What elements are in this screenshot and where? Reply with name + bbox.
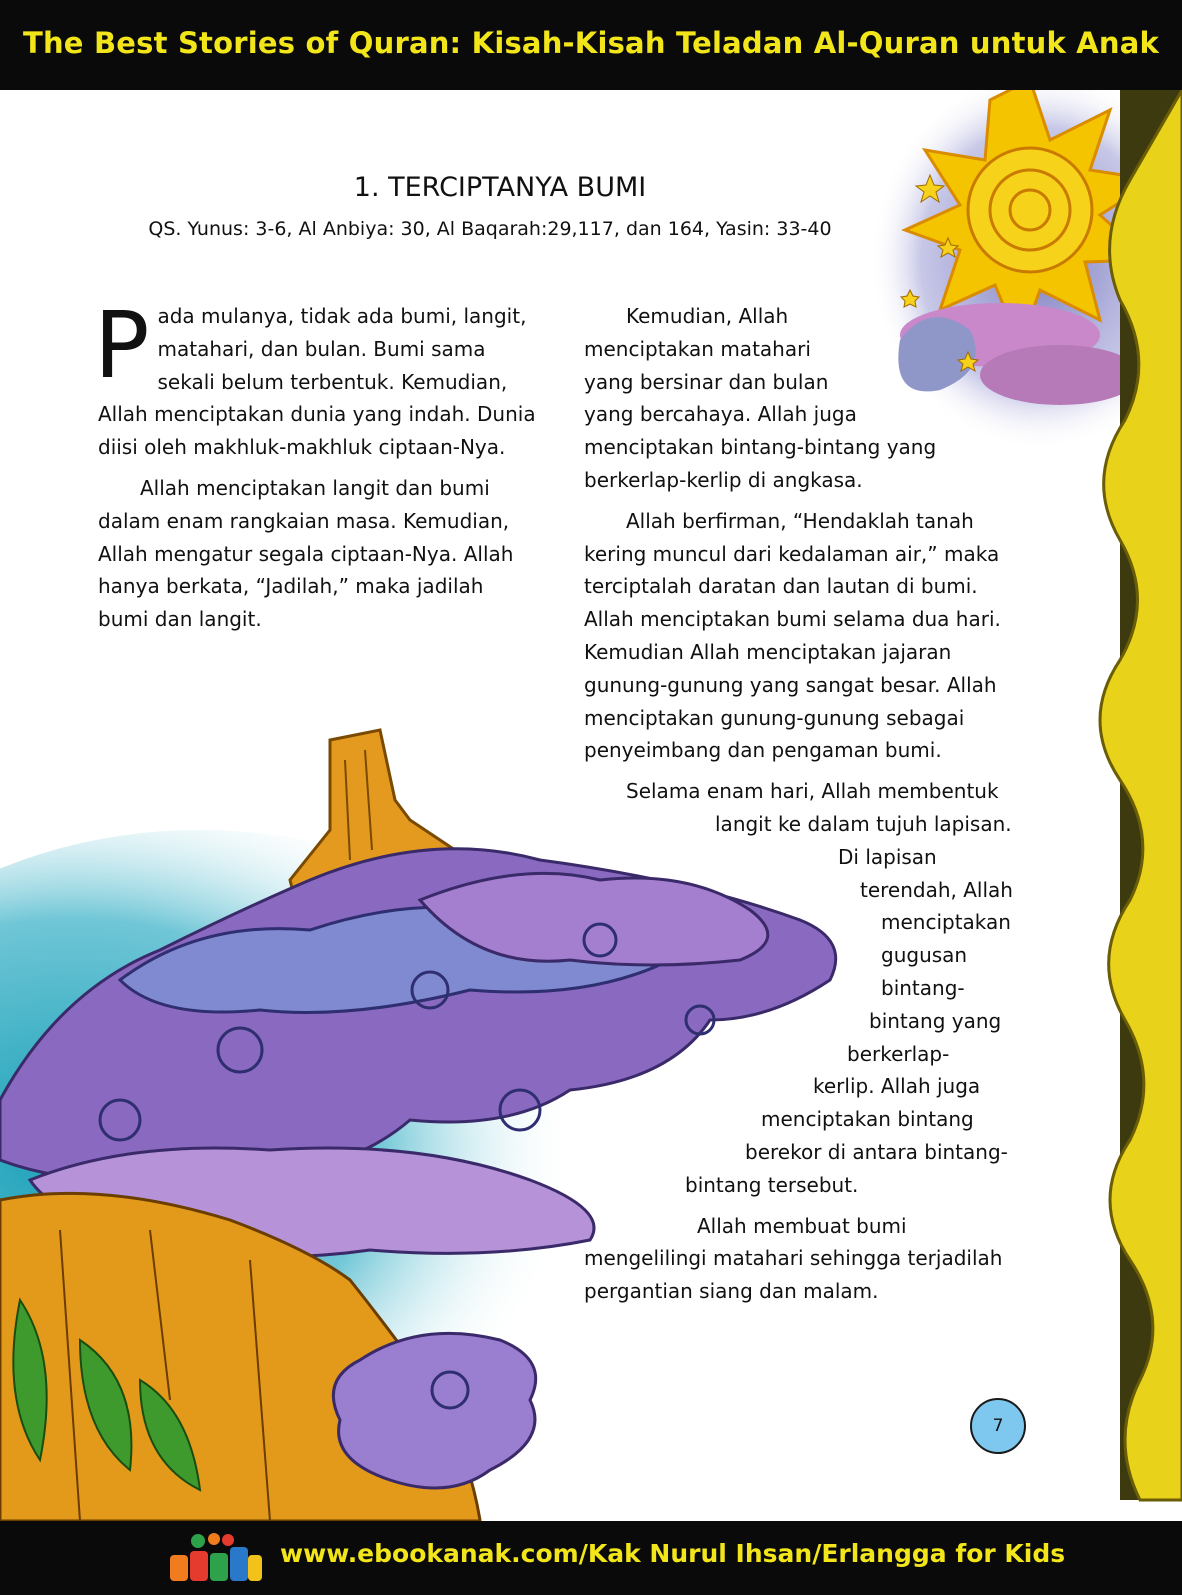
text-line: mengelilingi matahari sehingga terjadilah <box>584 1246 1003 1271</box>
text-line: bintang yang <box>869 1008 1002 1033</box>
text-line: berekor di antara bintang- <box>745 1139 1008 1164</box>
text-line: berkerlap- <box>847 1041 950 1066</box>
text-line: menciptakan <box>881 910 1011 935</box>
page-number: 7 <box>970 1398 1026 1454</box>
text-line: Di lapisan <box>838 844 937 869</box>
text-line: pergantian siang dan malam. <box>584 1279 879 1304</box>
text-line: berkerlap-kerlip di angkasa. <box>584 467 863 492</box>
text-line: yang bercahaya. Allah juga <box>584 402 857 427</box>
text-line: langit ke dalam tujuh lapisan. <box>715 811 1012 836</box>
paragraph: Allah menciptakan langit dan bumi dalam enam rangkaian masa. Kemudian, Allah mengatur segala ciptaan-Nya. Allah hanya berkata, “Jadilah,” maka jadilah bumi dan langit. <box>98 475 514 632</box>
book-title: The Best Stories of Quran: Kisah-Kisah Teladan Al-Quran untuk Anak <box>22 26 1159 60</box>
paragraph-text: ada mulanya, tidak ada bumi, langit, matahari, dan bulan. Bumi sama sekali belum terbentuk. Kemudian, Allah menciptakan dunia yang indah. Dunia diisi oleh makhluk-makhluk ciptaan-Nya. <box>98 304 536 460</box>
paragraph <box>94 292 538 464</box>
text-line: kerlip. Allah juga <box>813 1074 981 1099</box>
text-line: menciptakan matahari <box>584 336 811 361</box>
paragraph <box>584 300 1014 497</box>
ebookanak-logo <box>168 1531 264 1587</box>
left-column <box>94 292 538 636</box>
paragraph <box>584 1210 1014 1308</box>
lower-clouds-illustration <box>333 1333 535 1488</box>
text-line: terendah, Allah <box>860 877 1013 902</box>
text-line: bintang tersebut. <box>685 1172 859 1197</box>
chapter-title: 1. TERCIPTANYA BUMI <box>353 172 647 203</box>
text-line: menciptakan bintang-bintang yang <box>584 435 937 460</box>
chapter-reference: QS. Yunus: 3-6, Al Anbiya: 30, Al Baqarah:29,117, dan 164, Yasin: 33-40 <box>148 218 832 240</box>
header-bar <box>0 0 1182 90</box>
text-line: yang bersinar dan bulan <box>584 369 829 394</box>
drop-cap: P <box>94 292 150 399</box>
right-column <box>584 300 1014 1308</box>
text-line: Selama enam hari, Allah membentuk <box>626 779 999 804</box>
paragraph <box>584 775 1014 1201</box>
text-line: bintang- <box>881 975 965 1000</box>
paragraph: Allah berfirman, “Hendaklah tanah kering muncul dari kedalaman air,” maka terciptalah daratan dan lautan di bumi. Allah menciptakan bumi selama dua hari. Kemudian Allah menciptakan jajaran gunung-gunung yang sangat besar. Allah menciptakan gunung-gunung sebagai penyeimbang dan pengaman bumi. <box>584 508 1001 763</box>
footer-bar <box>0 1521 1182 1595</box>
footer-url: www.ebookanak.com/Kak Nurul Ihsan/Erlangga for Kids <box>280 1539 1066 1568</box>
text-line: gugusan <box>881 943 968 968</box>
text-line: menciptakan bintang <box>761 1107 974 1132</box>
text-line: Kemudian, Allah <box>626 304 789 328</box>
text-line: Allah membuat bumi <box>697 1213 907 1238</box>
